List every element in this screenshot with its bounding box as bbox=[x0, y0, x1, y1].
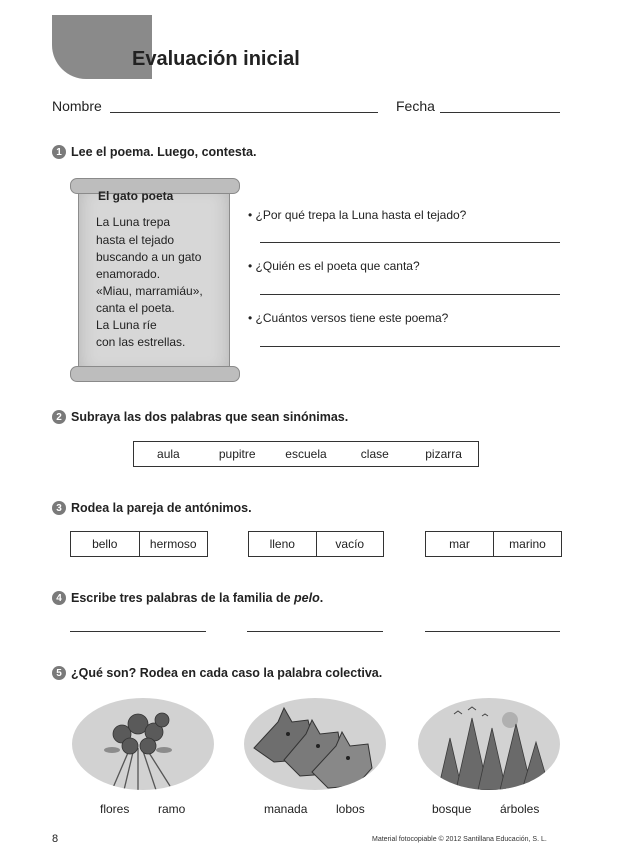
antonym-pair-1 bbox=[70, 531, 208, 557]
page-title: Evaluación inicial bbox=[132, 48, 300, 70]
section-1-heading bbox=[52, 145, 256, 159]
section-number: 4 bbox=[52, 591, 66, 605]
copyright-notice: Material fotocopiable © 2012 Santillana Educación, S. L. bbox=[372, 836, 547, 843]
answer-line-1[interactable] bbox=[260, 242, 560, 243]
answer-line-3[interactable] bbox=[260, 346, 560, 347]
collective-word[interactable]: manada bbox=[264, 802, 308, 816]
antonym-pair-3 bbox=[425, 531, 562, 557]
family-word-line-2[interactable] bbox=[247, 631, 383, 632]
question-3: • ¿Cuántos versos tiene este poema? bbox=[248, 311, 449, 325]
synonyms-box bbox=[133, 441, 479, 467]
forest-icon bbox=[418, 698, 560, 790]
section-number: 1 bbox=[52, 145, 66, 159]
antonym-word[interactable]: bello bbox=[92, 537, 118, 551]
section-instruction-emphasis: pelo bbox=[294, 591, 320, 605]
collective-word[interactable]: flores bbox=[100, 802, 130, 816]
section-instruction: ¿Qué son? Rodea en cada caso la palabra colectiva. bbox=[71, 666, 383, 680]
synonym-word[interactable]: pupitre bbox=[218, 447, 256, 461]
antonym-word[interactable]: marino bbox=[493, 532, 561, 556]
poem-title: El gato poeta bbox=[98, 189, 174, 203]
antonym-word[interactable]: lleno bbox=[269, 537, 295, 551]
name-field[interactable] bbox=[110, 112, 378, 113]
collective-word[interactable]: lobos bbox=[336, 802, 365, 816]
antonym-word[interactable]: vacío bbox=[316, 532, 384, 556]
question-2: • ¿Quién es el poeta que canta? bbox=[248, 259, 420, 273]
section-number: 2 bbox=[52, 410, 66, 424]
poem-line: buscando a un gato bbox=[96, 250, 202, 264]
poem-line: La Luna ríe bbox=[96, 318, 157, 332]
section-4-heading bbox=[52, 591, 323, 605]
antonym-word[interactable]: mar bbox=[449, 537, 470, 551]
section-number: 3 bbox=[52, 501, 66, 515]
synonym-word[interactable]: aula bbox=[157, 447, 180, 461]
section-2-heading bbox=[52, 410, 348, 424]
poem-line: «Miau, marramiáu», bbox=[96, 284, 203, 298]
synonym-word[interactable]: clase bbox=[360, 447, 389, 461]
section-instruction: Escribe tres palabras de la familia de bbox=[71, 591, 295, 605]
poem-line: con las estrellas. bbox=[96, 335, 186, 349]
poem-line: enamorado. bbox=[96, 267, 161, 281]
family-word-line-3[interactable] bbox=[425, 631, 560, 632]
section-instruction: Rodea la pareja de antónimos. bbox=[71, 501, 252, 515]
section-number: 5 bbox=[52, 666, 66, 680]
flower-bouquet-icon bbox=[72, 698, 214, 790]
collective-word[interactable]: árboles bbox=[500, 802, 540, 816]
answer-line-2[interactable] bbox=[260, 294, 560, 295]
question-1: • ¿Por qué trepa la Luna hasta el tejado? bbox=[248, 208, 467, 222]
antonym-word[interactable]: hermoso bbox=[139, 532, 208, 556]
date-field[interactable] bbox=[440, 112, 560, 113]
section-instruction: Subraya las dos palabras que sean sinónimas. bbox=[71, 410, 349, 424]
name-label: Nombre bbox=[52, 98, 102, 114]
poem-line: La Luna trepa bbox=[96, 215, 171, 229]
antonym-pair-2 bbox=[248, 531, 384, 557]
collective-word[interactable]: bosque bbox=[432, 802, 472, 816]
date-label: Fecha bbox=[396, 98, 435, 114]
section-5-heading bbox=[52, 666, 382, 680]
family-word-line-1[interactable] bbox=[70, 631, 206, 632]
section-instruction: Lee el poema. Luego, contesta. bbox=[71, 145, 257, 159]
page-number: 8 bbox=[52, 833, 59, 845]
wolf-pack-icon bbox=[244, 698, 386, 790]
scroll-bottom-roll bbox=[70, 366, 240, 382]
collective-word[interactable]: ramo bbox=[158, 802, 186, 816]
synonym-word[interactable]: pizarra bbox=[425, 447, 462, 461]
synonym-word[interactable]: escuela bbox=[285, 447, 327, 461]
poem-line: canta el poeta. bbox=[96, 301, 175, 315]
poem-line: hasta el tejado bbox=[96, 233, 175, 247]
section-instruction-end: . bbox=[319, 591, 324, 605]
section-3-heading bbox=[52, 501, 252, 515]
